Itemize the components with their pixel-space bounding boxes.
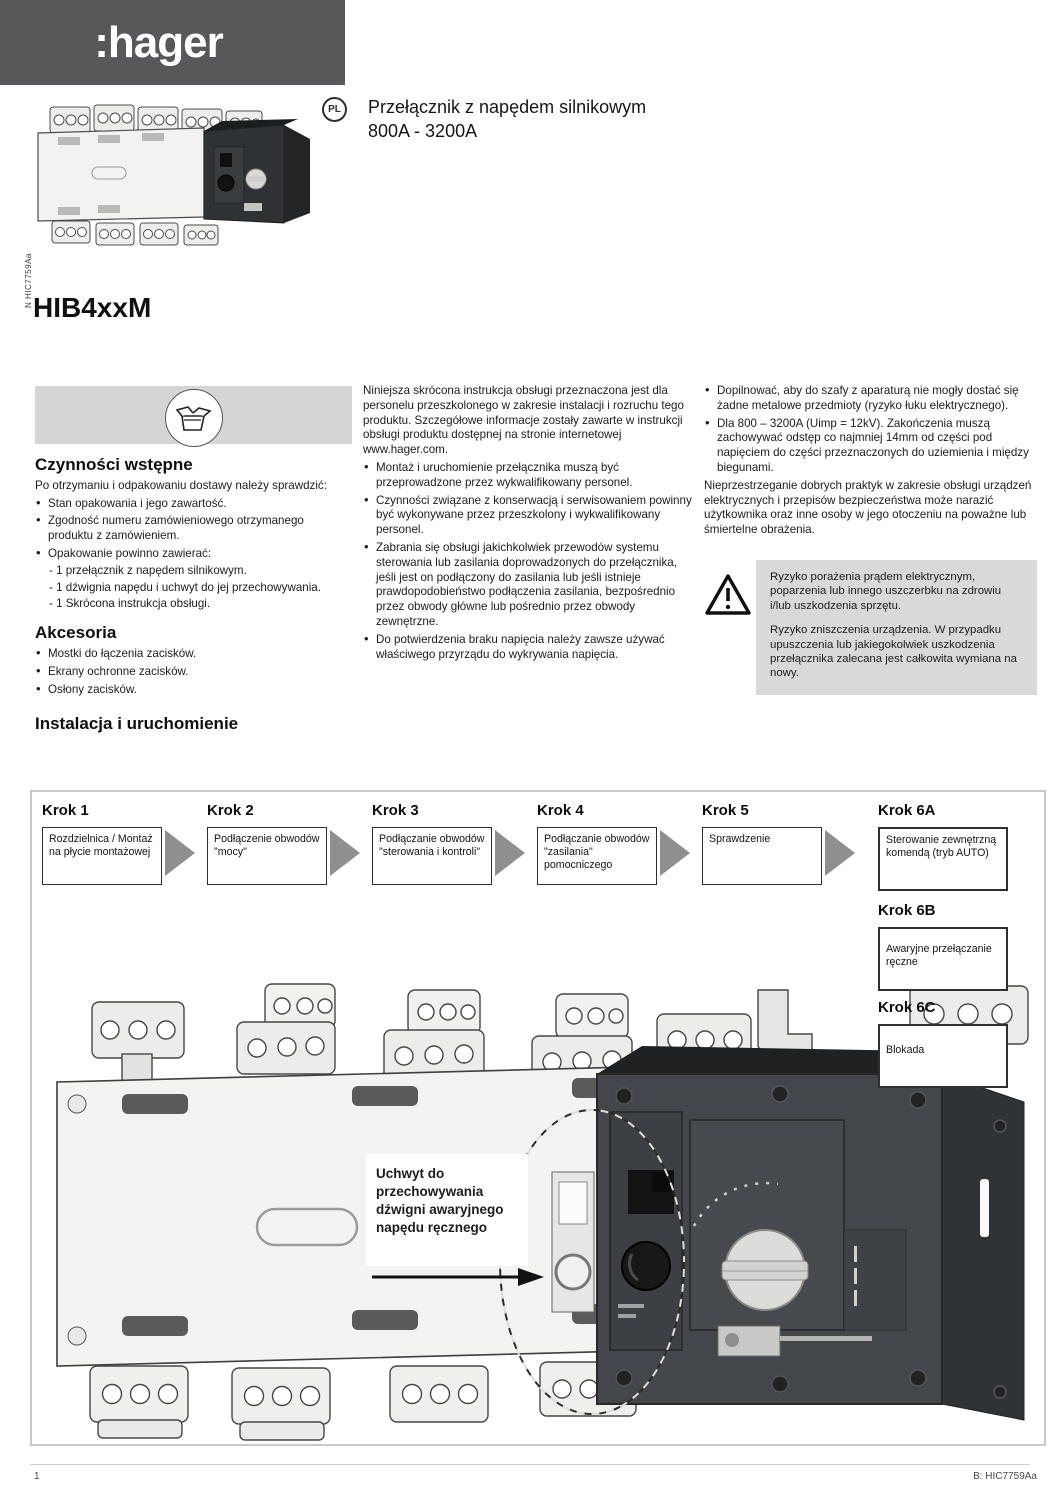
list-item: • Dopilnować, aby do szafy z aparaturą nie mogły dostać się żadne metalowe przedmioty (ryzyko łuku elektrycznego). bbox=[704, 384, 1037, 414]
step-text: Podłączenie obwodów "mocy" bbox=[207, 827, 327, 885]
flow-step-6a bbox=[878, 802, 1008, 891]
flow-step-3 bbox=[372, 802, 492, 885]
warning-text-box bbox=[756, 560, 1037, 695]
step-text: Blokada bbox=[878, 1024, 1008, 1088]
list-item: • Stan opakowania i jego zawartość. bbox=[35, 497, 352, 512]
list-item: • Montaż i uruchomienie przełącznika muszą być przeprowadzone przez wykwalifikowany personel. bbox=[363, 461, 693, 491]
step-text: Sterowanie zewnętrzną komendą (tryb AUTO) bbox=[878, 827, 1008, 891]
step-label: Krok 4 bbox=[537, 802, 584, 819]
flow-step-6b bbox=[878, 902, 1008, 991]
list-item: • Ekrany ochronne zacisków. bbox=[35, 665, 352, 680]
pl-badge-label: PL bbox=[328, 104, 341, 115]
model-heading: HIB4xxM bbox=[33, 292, 152, 323]
annotation-line: przechowywania bbox=[376, 1184, 484, 1199]
vertical-doc-code: N HIC7759Aa bbox=[24, 253, 33, 308]
page-number: 1 bbox=[34, 1471, 40, 1482]
step-label: Krok 6B bbox=[878, 902, 936, 919]
installation-flow-box bbox=[30, 790, 1046, 1446]
list-item: - 1 Skrócona instrukcja obsługi. bbox=[49, 597, 211, 611]
step-label: Krok 6A bbox=[878, 802, 936, 819]
safety-paragraph: Nieprzestrzeganie dobrych praktyk w zakresie obsługi urządzeń elektrycznych i przepisów bezpieczeństwa może narazić użytkownika oraz inne osoby w jego otoczeniu na poważne lub śmiertelne obrażenia. bbox=[704, 478, 1032, 537]
document-title bbox=[368, 95, 646, 143]
safety-list bbox=[704, 384, 1037, 476]
step-text: Rozdzielnica / Montaż na płycie montażowej bbox=[42, 827, 162, 885]
annotation-line: dźwigni awaryjnego bbox=[376, 1202, 504, 1217]
flow-arrow-icon bbox=[165, 830, 195, 876]
unpacking-banner bbox=[35, 386, 352, 444]
list-item: • Opakowanie powinno zawierać: bbox=[35, 547, 352, 562]
step-text: Podłączanie obwodów "sterowania i kontroli" bbox=[372, 827, 492, 885]
flow-step-1 bbox=[42, 802, 162, 885]
preparation-list bbox=[35, 497, 352, 562]
column-preparation bbox=[35, 384, 352, 738]
list-item: • Zabrania się obsługi jakichkolwiek przewodów systemu sterowania lub zasilania doprowadzonych do przełącznika, jeśli jest on podłączony do zasilania lub jeśli istnieje prawdopodobieństwo podłączenia zasilania, bezpośrednio przez obwody główne lub pośrednio przez obwody zewnętrzne. bbox=[363, 541, 693, 630]
list-item: • Mostki do łączenia zacisków. bbox=[35, 647, 352, 662]
text-columns bbox=[35, 384, 1037, 738]
instructions-list bbox=[363, 461, 693, 662]
flow-arrow-icon bbox=[330, 830, 360, 876]
footer-doc-ref: B: HIC7759Aa bbox=[973, 1471, 1037, 1482]
footer-divider bbox=[30, 1464, 1030, 1465]
step-label: Krok 6C bbox=[878, 999, 936, 1016]
step-label: Krok 3 bbox=[372, 802, 419, 819]
product-photo bbox=[32, 95, 314, 247]
heading-installation: Instalacja i uruchomienie bbox=[35, 714, 239, 734]
hager-logo bbox=[0, 0, 345, 85]
flow-arrow-icon bbox=[825, 830, 855, 876]
step-text: Awaryjne przełączanie ręczne bbox=[878, 927, 1008, 991]
list-item: - 1 dźwignia napędu i uchwyt do jej przechowywania. bbox=[49, 580, 321, 594]
unpacking-box-icon bbox=[165, 389, 223, 447]
list-item: • Czynności związane z konserwacją i serwisowaniem powinny być wykonywane przez przeszkolony i wykwalifikowany personel. bbox=[363, 494, 693, 538]
list-item: • Osłony zacisków. bbox=[35, 683, 352, 698]
list-item: • Zgodność numeru zamówieniowego otrzymanego produktu z zamówieniem. bbox=[35, 514, 352, 544]
annotation-line: Uchwyt do bbox=[376, 1166, 445, 1181]
list-item: - 1 przełącznik z napędem silnikowym. bbox=[49, 563, 247, 577]
document-title-line2: 800A - 3200A bbox=[368, 121, 478, 141]
pl-circle-badge-icon bbox=[322, 97, 347, 122]
flow-step-5 bbox=[702, 802, 822, 885]
heading-preparation: Czynności wstępne bbox=[35, 455, 193, 474]
document-title-line1: Przełącznik z napędem silnikowym bbox=[368, 97, 647, 117]
step-label: Krok 2 bbox=[207, 802, 254, 819]
accessories-list bbox=[35, 647, 352, 697]
list-item: • Dla 800 – 3200A (Uimp = 12kV). Zakończenia muszą zachowywać odstęp co najmniej 14mm od części pod napięciem do części przeznaczonych do uziemienia i między biegunami. bbox=[704, 417, 1037, 476]
step-text: Sprawdzenie bbox=[702, 827, 822, 885]
step-label: Krok 1 bbox=[42, 802, 89, 819]
flow-step-4 bbox=[537, 802, 657, 885]
list-item: • Do potwierdzenia braku napięcia należy zawsze używać właściwego przyrządu do wykrywania napięcia. bbox=[363, 633, 693, 663]
warning-text-1: Ryzyko porażenia prądem elektrycznym, poparzenia lub innego uszczerbku na zdrowiu i/lub uszkodzenia sprzętu. bbox=[770, 570, 1002, 612]
warning-triangle-icon bbox=[704, 560, 756, 695]
flow-arrow-icon bbox=[660, 830, 690, 876]
heading-accessories: Akcesoria bbox=[35, 623, 117, 643]
flow-step-6c bbox=[878, 999, 1008, 1088]
flow-step-2 bbox=[207, 802, 327, 885]
flow-arrow-icon bbox=[495, 830, 525, 876]
column-safety bbox=[704, 384, 1037, 738]
hager-logo-text: :hager bbox=[94, 17, 223, 67]
preparation-intro: Po otrzymaniu i odpakowaniu dostawy należy sprawdzić: bbox=[35, 478, 327, 492]
warning-text-2: Ryzyko zniszczenia urządzenia. W przypadku upuszczenia lub jakiegokolwiek uszkodzenia przełącznika zalecana jest całkowita wymiana na nowy. bbox=[770, 624, 1017, 680]
step-label: Krok 5 bbox=[702, 802, 749, 819]
column-instructions bbox=[363, 384, 693, 738]
step-text: Podłączanie obwodów "zasilania" pomocniczego bbox=[537, 827, 657, 885]
annotation-line: napędu ręcznego bbox=[376, 1220, 488, 1235]
instructions-intro: Niniejsza skrócona instrukcja obsługi przeznaczona jest dla personelu przeszkolonego w zakresie instalacji i rozruchu tego produktu. Szczegółowe informacje zostały zawarte w instrukcji obsługi produktu dostępnej na stronie internetowej www.hager.com. bbox=[363, 384, 684, 457]
warning-block bbox=[704, 560, 1037, 695]
